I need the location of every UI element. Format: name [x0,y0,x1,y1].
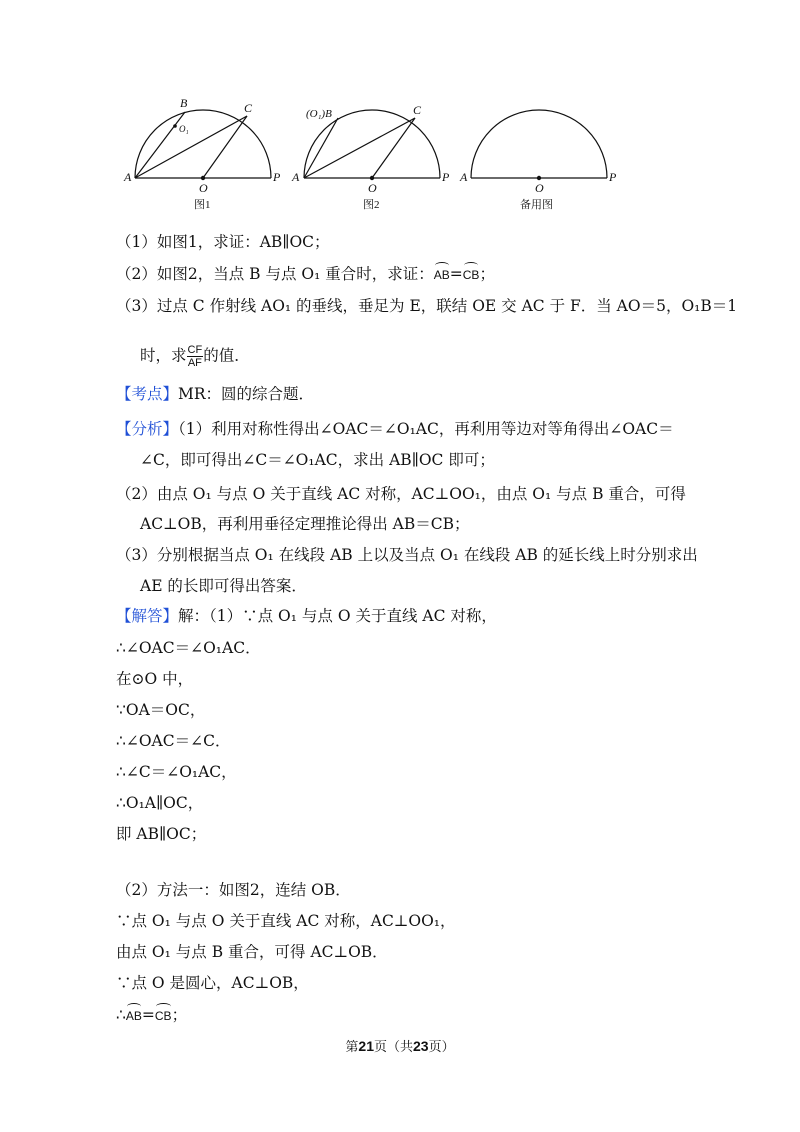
solution-step-4: ∴∠OAC＝∠C． [116,732,231,750]
jieda-tag: 【解答】 [116,607,179,625]
fig2-label-c: C [413,103,422,117]
fig1-label-a: A [124,170,132,184]
solution-step-5: ∴∠C＝∠O₁AC， [116,763,237,781]
fig2-caption: 图2 [363,199,380,211]
fenxi-tag: 【分析】 [116,420,179,438]
fig3-label-p: P [609,170,617,184]
fenxi-line-4: AC⊥OB，再利用垂径定理推论得出 AB＝CB； [140,515,470,533]
footer-post: 页） [428,1040,455,1055]
fig2-label-a: A [292,170,300,184]
question-3-end: 的值． [203,346,250,365]
fig1-label-b: B [180,96,188,110]
arc-equals: = [449,265,463,283]
fenxi-line-1 [116,419,674,439]
fraction-numerator: CF [187,344,203,356]
fenxi-line-5: （3）分别根据当点 O₁ 在线段 AB 上以及当点 O₁ 在线段 AB 的延长线上时分别求出 [116,546,698,564]
fig2-label-p: P [442,170,450,184]
fig1-caption: 图1 [194,199,211,211]
page-footer [0,1036,800,1055]
fig2-center-dot [370,176,374,180]
kaodian-line [116,384,314,404]
footer-mid: 页（共 [373,1040,413,1055]
fig2-label-b: (O₁)B [306,108,332,120]
kaodian-text: MR：圆的综合题． [178,385,315,403]
solution-step-2: 在⊙O 中， [116,670,194,688]
fig1-label-o1: O₁ [179,124,189,134]
fraction-denominator: AF [187,357,202,369]
fig1-center-dot [201,176,205,180]
question-2 [116,262,495,285]
fig3-label-a: A [460,170,468,184]
fig3-caption: 备用图 [520,199,553,211]
fig1-chord-ac [135,116,247,178]
part2-line-3: 由点 O₁ 与点 B 重合，可得 AC⊥OB． [116,943,388,961]
solution-step-6: ∴O₁A∥OC， [116,794,204,812]
jieda-text-1: 解：（1）∵点 O₁ 与点 O 关于直线 AC 对称， [178,607,497,625]
part2-end: ； [171,1006,188,1024]
part2-therefore: ∴ [116,1006,126,1024]
part2-line-1: （2）方法一：如图2，连结 OB． [116,881,351,899]
solution-step-7: 即 AB∥OC； [116,825,207,843]
fig1-o1-dot [173,124,177,128]
fig2-semicircle [304,110,440,178]
fig1-chord-ab [135,112,185,178]
fenxi-text-1: （1）利用对称性得出∠OAC＝∠O₁AC，再利用等边对等角得出∠OAC＝ [178,420,674,438]
fig1-semicircle [135,110,271,178]
fig1-segment-oc [203,116,247,178]
solution-step-3: ∵OA＝OC， [116,701,206,719]
question-3-cont-text: 时，求 [140,346,187,365]
fig1-label-p: P [273,170,281,184]
jieda-line-1 [116,606,497,626]
fig3-semicircle [471,110,607,178]
fig1-label-o: O [199,181,208,195]
fraction-cf-af [187,344,204,369]
figures-svg [100,88,660,228]
question-2-end: ； [479,265,495,283]
fig3-label-o: O [535,181,544,195]
solution-step-1: ∴∠OAC＝∠O₁AC． [116,639,261,657]
question-1: （1）如图1，求证：AB∥OC； [116,233,330,251]
arc-cb: CB [463,262,480,285]
fenxi-line-6: AE 的长即可得出答案． [140,577,307,595]
fig1-label-c: C [244,101,253,115]
question-3-cont [140,344,250,369]
fenxi-line-3: （2）由点 O₁ 与点 O 关于直线 AC 对称，AC⊥OO₁，由点 O₁ 与点 B 重合，可得 [116,485,686,503]
footer-pre: 第 [345,1040,359,1055]
fig3-center-dot [537,176,541,180]
part2-arc-equals: = [141,1006,155,1024]
fig2-label-o: O [368,181,377,195]
part2-line-4: ∵点 O 是圆心，AC⊥OB， [116,974,309,992]
part2-arc-cb: CB [155,1003,172,1026]
fenxi-line-2: ∠C，即可得出∠C＝∠O₁AC，求出 AB∥OC 即可； [140,451,495,469]
part2-line-2: ∵点 O₁ 与点 O 关于直线 AC 对称，AC⊥OO₁， [116,912,456,930]
footer-page-number: 21 [358,1038,374,1054]
geometry-figures [100,88,660,228]
kaodian-tag: 【考点】 [116,385,179,403]
fig2-segment-oc [372,118,415,178]
question-2-text: （2）如图2，当点 B 与点 O₁ 重合时，求证： [116,265,434,283]
part2-line-5 [116,1003,187,1026]
arc-ab: AB [434,262,450,285]
footer-total-pages: 23 [413,1038,429,1054]
part2-arc-ab: AB [126,1003,142,1026]
question-3: （3）过点 C 作射线 AO₁ 的垂线，垂足为 E，联结 OE 交 AC 于 F．当 AO＝5，O₁B＝1 [116,297,738,315]
